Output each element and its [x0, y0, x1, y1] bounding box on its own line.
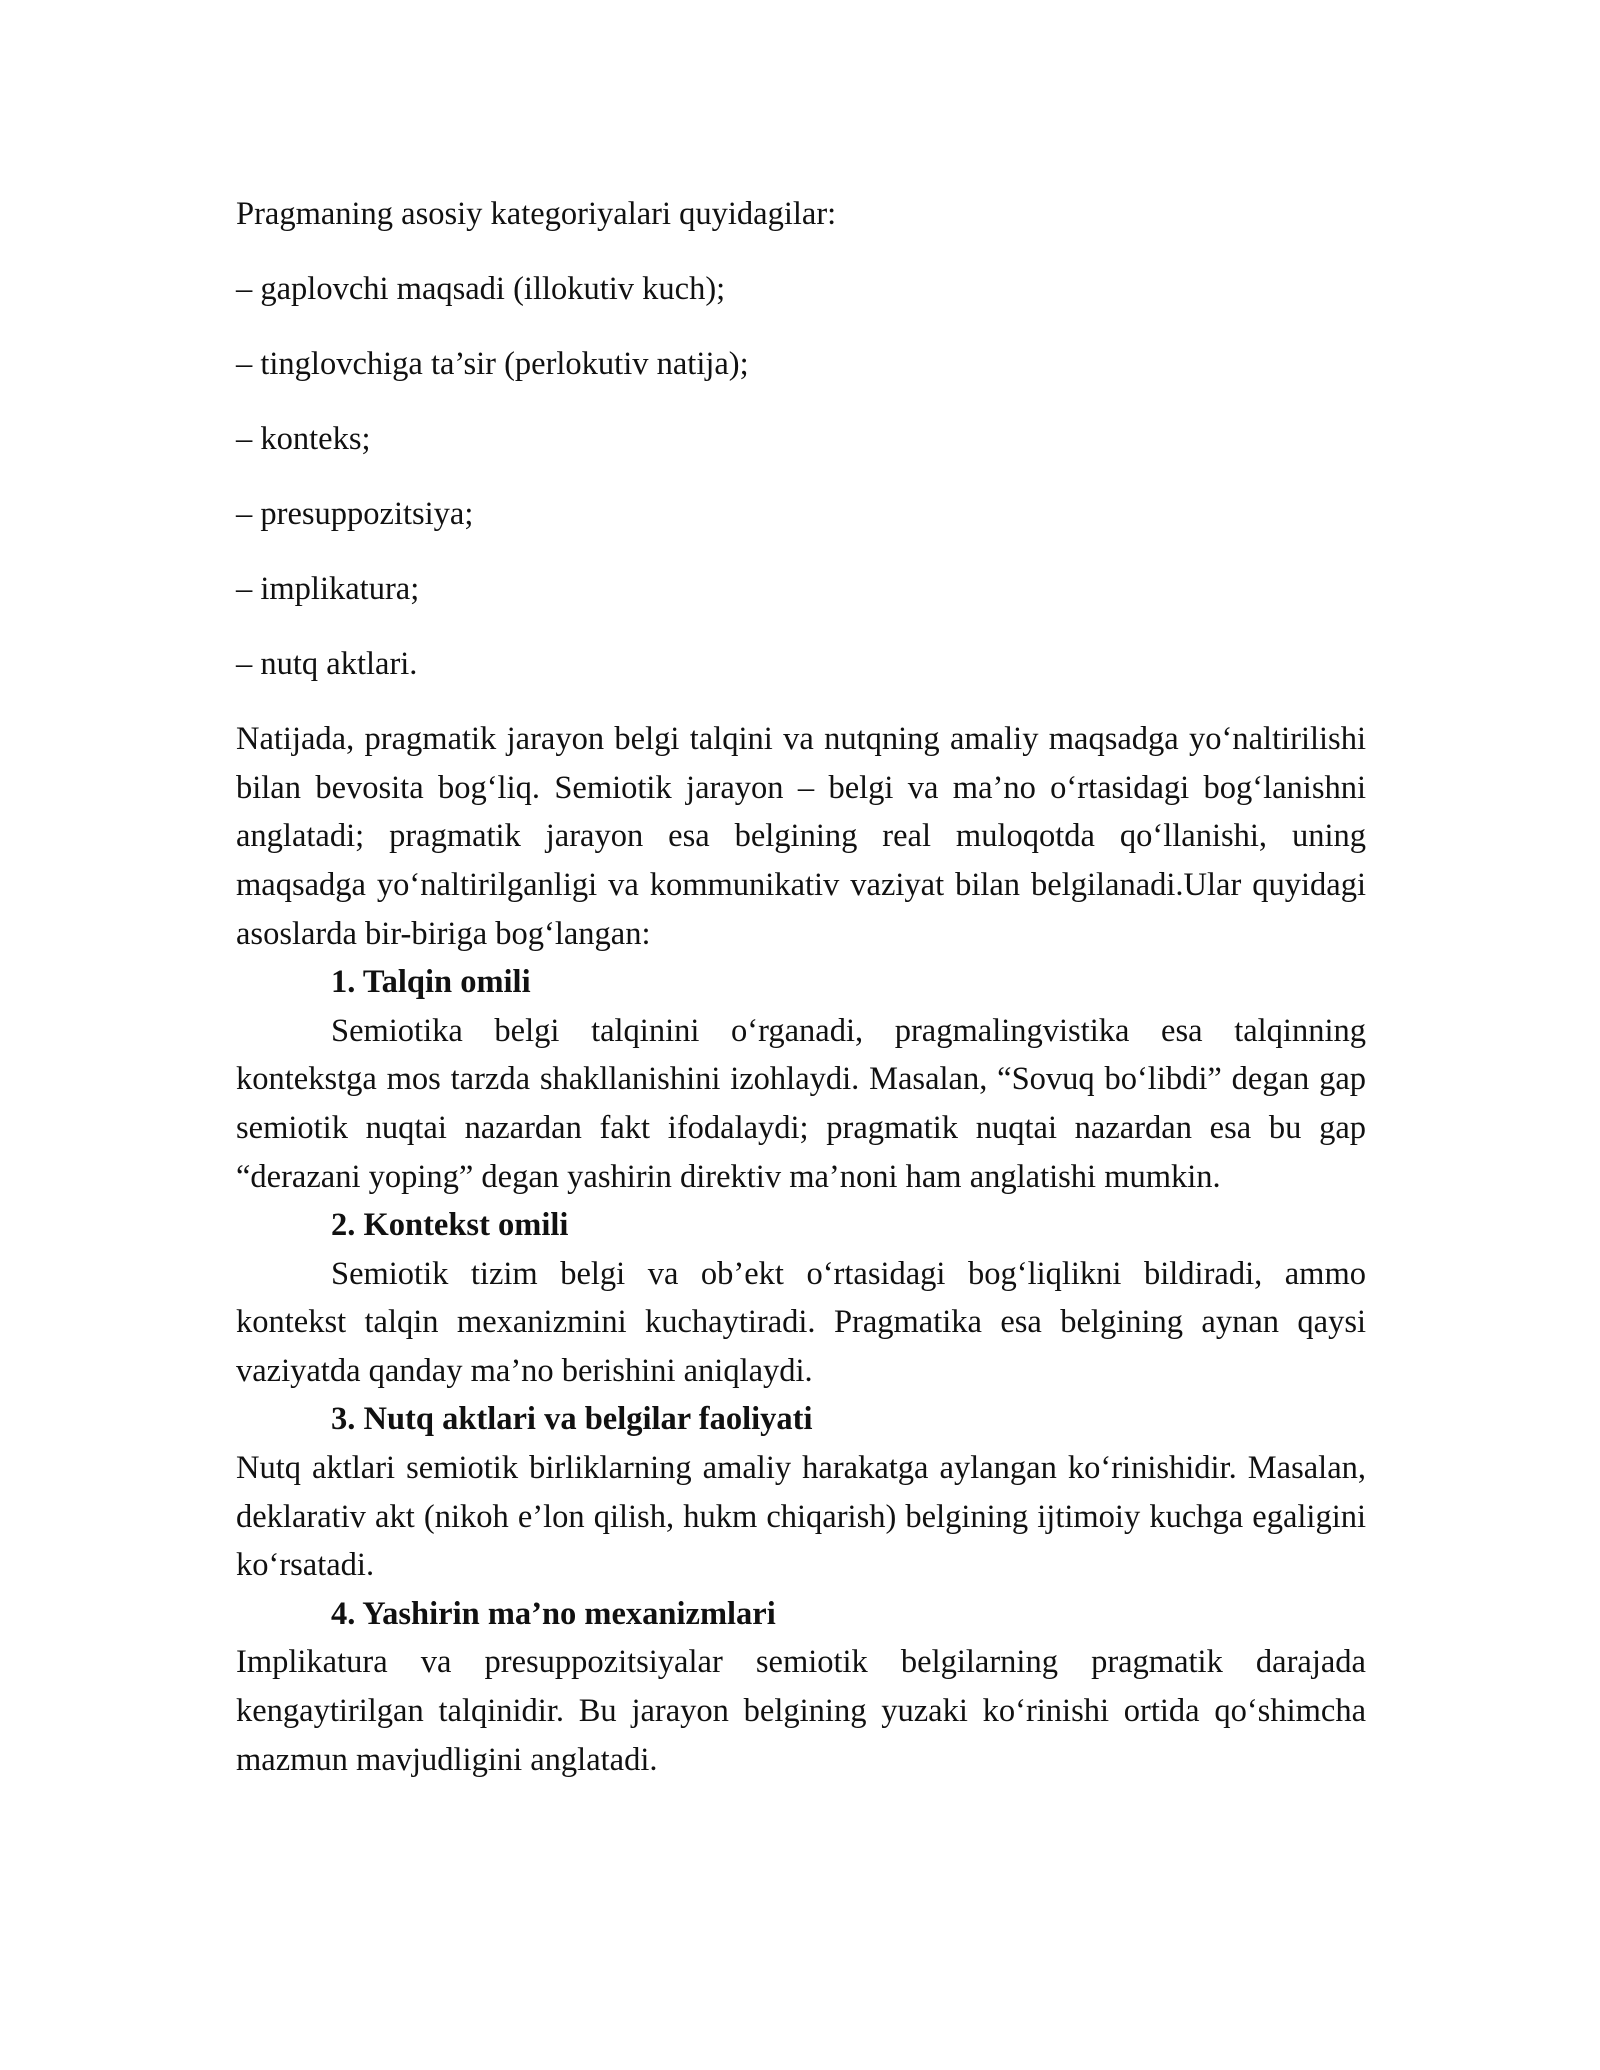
section-heading-nutq-aktlari: 3. Nutq aktlari va belgilar faoliyati	[331, 1401, 813, 1438]
section-heading-kontekst: 2. Kontekst omili	[331, 1207, 569, 1244]
list-item: – tinglovchiga ta’sir (perlokutiv natija);	[236, 345, 749, 382]
section-body-nutq-aktlari: Nutq aktlari semiotik birliklarning amaliy harakatga aylangan ko‘rinishidir. Masalan, deklarativ akt (nikoh e’lon qilish, hukm chiqarish) belgining ijtimoiy kuchga egaligini ko‘rsatadi.	[236, 1450, 1366, 1584]
category-list	[236, 265, 1366, 689]
section-body-talqin: Semiotika belgi talqinini o‘rganadi, pragmalingvistika esa talqinning kontekstga mos tarzda shakllanishini izohlaydi. Masalan, “Sovuq bo‘libdi” degan gap semiotik nuqtai nazardan fakt ifodalaydi; pragmatik nuqtai nazardan esa bu gap “derazani yoping” degan yashirin direktiv ma’noni ham anglatishi mumkin.	[236, 1012, 1366, 1195]
list-item: – gaplovchi maqsadi (illokutiv kuch);	[236, 270, 726, 307]
section-heading-talqin: 1. Talqin omili	[331, 964, 531, 1001]
list-item: – implikatura;	[236, 570, 420, 607]
intro-line: Pragmaning asosiy kategoriyalari quyidagilar:	[236, 196, 837, 232]
section-body-kontekst: Semiotik tizim belgi va ob’ekt o‘rtasidagi bog‘liqlikni bildiradi, ammo kontekst talqin mexanizmini kuchaytiradi. Pragmatika esa belgining aynan qaysi vaziyatda qanday ma’no berishini aniqlaydi.	[236, 1255, 1366, 1389]
document-page	[236, 190, 1366, 1784]
summary-paragraph: Natijada, pragmatik jarayon belgi talqini va nutqning amaliy maqsadga yo‘naltirilishi bilan bevosita bog‘liq. Semiotik jarayon – belgi va ma’no o‘rtasidagi bog‘lanishni anglatadi; pragmatik jarayon esa belgining real muloqotda qo‘llanishi, uning maqsadga yo‘naltirilganligi va kommunikativ vaziyat bilan belgilanadi.Ular quyidagi asoslarda bir-biriga bog‘langan:	[236, 721, 1366, 952]
list-item: – konteks;	[236, 420, 371, 457]
list-item: – presuppozitsiya;	[236, 495, 474, 532]
list-item: – nutq aktlari.	[236, 646, 418, 683]
section-body-yashirin-mano: Implikatura va presuppozitsiyalar semiotik belgilarning pragmatik darajada kengaytirilgan talqinidir. Bu jarayon belgining yuzaki ko‘rinishi ortida qo‘shimcha mazmun mavjudligini anglatadi.	[236, 1644, 1366, 1778]
section-heading-yashirin-mano: 4. Yashirin ma’no mexanizmlari	[331, 1595, 776, 1632]
